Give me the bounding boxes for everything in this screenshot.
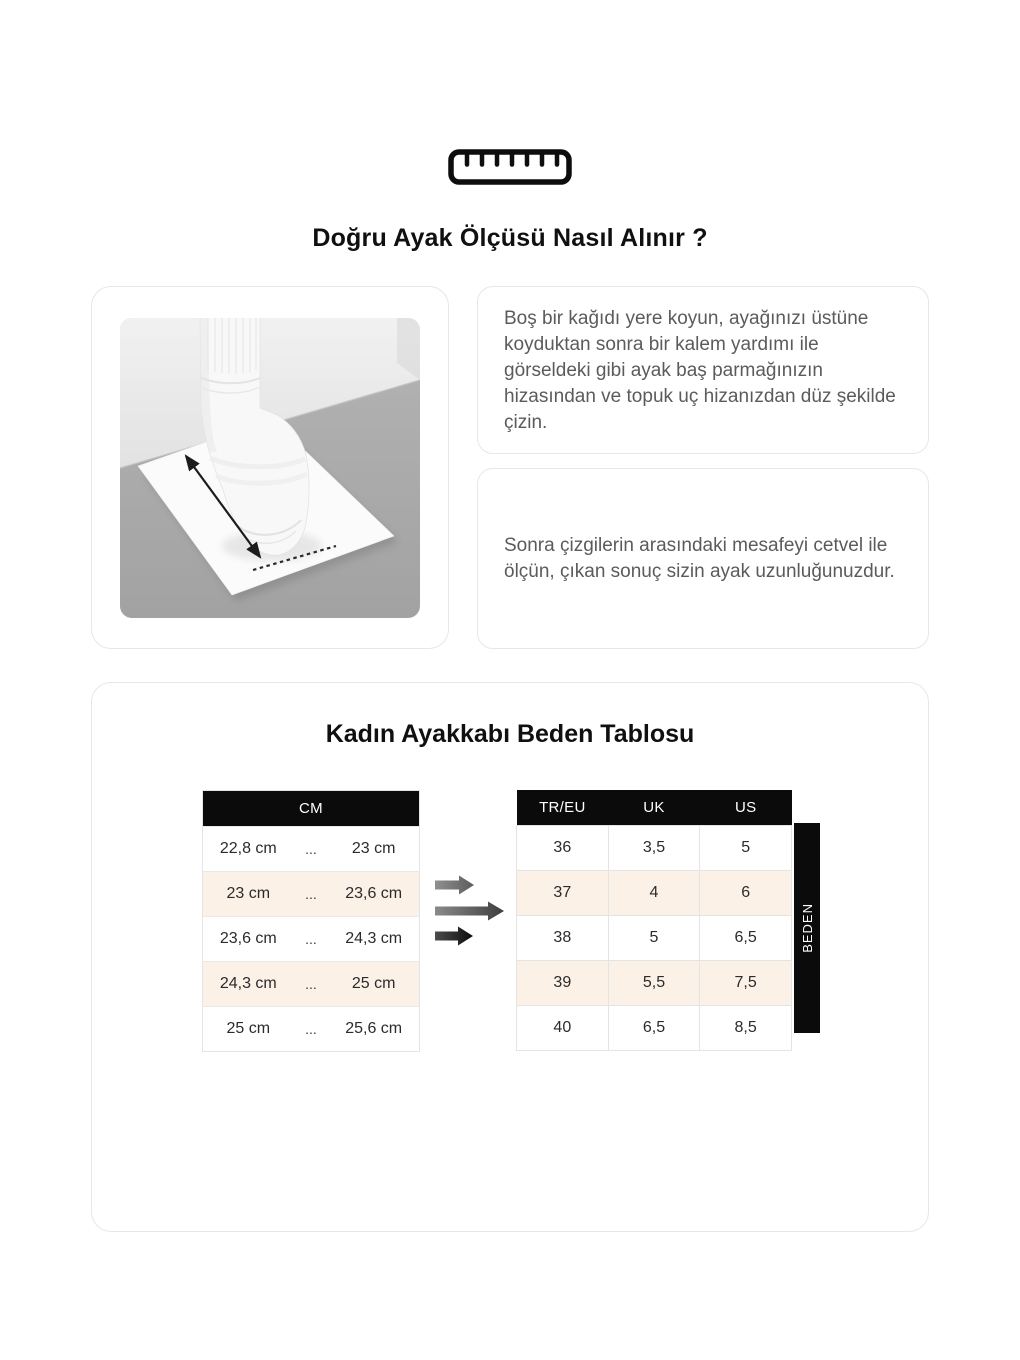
ruler-icon [0,0,1020,185]
page-title: Doğru Ayak Ölçüsü Nasıl Alınır ? [312,224,708,252]
cm-table-row [203,872,420,917]
cm-table-cell: 23,6 cm [219,930,277,947]
cm-table-row [203,827,420,872]
cm-table-cell: 25 cm [226,1020,271,1037]
cm-table-cell: ... [305,886,317,902]
cm-table-header-row [203,791,420,827]
cm-table-cell: 23 cm [226,885,271,902]
size-table-row [517,826,792,871]
cm-table-cell: 24,3 cm [345,930,403,947]
cm-table-cell: ... [305,1021,317,1037]
beden-label-text: BEDEN [799,903,815,953]
cm-table-cell: 25 cm [351,975,396,992]
cm-table-cell: 23 cm [351,840,396,857]
size-table-cell: 7,5 [700,961,792,1006]
size-table-column-header: TR/EU [517,790,609,826]
size-table-cell: 37 [517,871,609,916]
size-table-cell: 40 [517,1006,609,1051]
size-tables [202,790,928,1052]
cm-table-cell: 22,8 cm [219,840,277,857]
size-table-column-header: US [700,790,792,826]
size-table-cell: 3,5 [608,826,700,871]
conversion-arrows-icon [434,875,506,953]
cm-table-cell: 24,3 cm [219,975,277,992]
cm-table-cell: ... [305,976,317,992]
instructions-column [477,286,929,649]
foot-measure-photo-card [91,286,449,649]
size-table-row [517,961,792,1006]
cm-table-cell: ... [305,931,317,947]
international-size-table [516,790,792,1051]
how-to-measure-section [91,286,929,649]
size-table-cell: 6 [700,871,792,916]
instruction-step-1: Boş bir kağıdı yere koyun, ayağınızı üstüne koyduktan sonra bir kalem yardımı ile görseldeki gibi ayak baş parmağınızın hizasından ve topuk uç hizanızdan düz şekilde çizin. [477,286,929,454]
size-table-column-header: UK [608,790,700,826]
instruction-step-2 [477,468,929,649]
size-table-row [517,1006,792,1051]
ruler-icon-svg [448,149,572,185]
size-table-cell: 5 [608,916,700,961]
size-table-card [91,682,929,1232]
size-table-cell: 6,5 [700,916,792,961]
size-table-cell: 38 [517,916,609,961]
cm-table-cell: 23,6 cm [345,885,403,902]
size-table-cell: 36 [517,826,609,871]
size-table-title: Kadın Ayakkabı Beden Tablosu [325,720,695,748]
size-table-row [517,871,792,916]
cm-table-row [203,1007,420,1052]
size-table-cell: 39 [517,961,609,1006]
cm-table-cell: 25,6 cm [345,1020,403,1037]
size-table-row [517,916,792,961]
cm-table-header: CM [203,791,420,827]
size-table-cell: 5 [700,826,792,871]
instruction-step-2-text: Sonra çizgilerin arasındaki mesafeyi cetvel ile ölçün, çıkan sonuç sizin ayak uzunluğunuzdur. [504,534,895,582]
beden-vertical-label [794,823,820,1033]
cm-table [202,790,420,1052]
size-table-cell: 4 [608,871,700,916]
cm-table-row [203,917,420,962]
size-table-cell: 8,5 [700,1006,792,1051]
size-table-header-row [517,790,792,826]
foot-measure-photo [120,318,420,618]
size-table-cell: 6,5 [608,1006,700,1051]
cm-table-cell: ... [305,841,317,857]
size-table-cell: 5,5 [608,961,700,1006]
cm-table-row [203,962,420,1007]
